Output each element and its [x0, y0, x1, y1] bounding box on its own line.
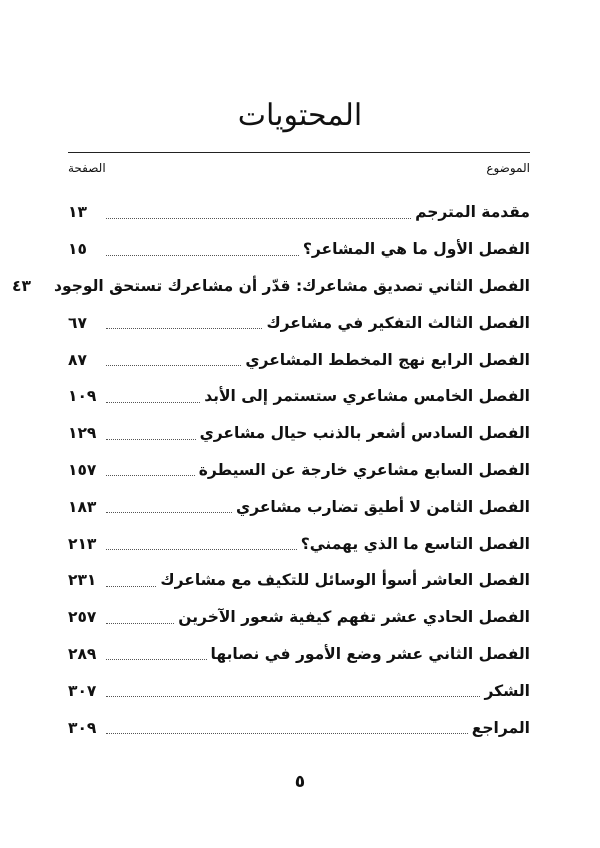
toc-entry-title: الفصل التاسع ما الذي يهمني؟ [300, 534, 530, 553]
toc-entry-title: المراجع [471, 718, 530, 737]
toc-entry-title: الفصل الثاني عشر وضع الأمور في نصابها [210, 644, 530, 663]
toc-entry-title: الشكر [484, 681, 530, 700]
toc-entry-page: ١٨٣ [68, 497, 97, 516]
toc-entry-page: ١٥ [68, 240, 87, 259]
dot-leader [106, 218, 411, 219]
dot-leader [106, 586, 156, 587]
dot-leader [106, 696, 480, 697]
toc-entry-page: ٢٨٩ [68, 644, 97, 663]
dot-leader [106, 549, 297, 550]
toc-entry[interactable] [68, 636, 530, 673]
dot-leader [106, 402, 200, 403]
toc-entry[interactable] [68, 194, 530, 231]
toc-entry-page: ٦٧ [68, 313, 87, 332]
toc-entry[interactable] [68, 415, 530, 452]
dot-leader [106, 439, 196, 440]
dot-leader [106, 659, 207, 660]
page-title: المحتويات [237, 98, 363, 133]
toc-entry-title: الفصل السادس أشعر بالذنب حيال مشاعري [199, 424, 530, 443]
toc-entry-title: الفصل العاشر أسوأ الوسائل للتكيف مع مشاعرك [160, 571, 530, 590]
dot-leader [106, 475, 195, 476]
toc-entry[interactable] [68, 525, 530, 562]
toc-entry-page: ٤٣ [12, 276, 31, 295]
dot-leader [106, 623, 174, 624]
page-number: ٥ [294, 772, 306, 792]
toc-entry-title: الفصل السابع مشاعري خارجة عن السيطرة [198, 460, 530, 479]
toc-entry-title: مقدمة المترجم [415, 203, 530, 222]
toc-entry-title: الفصل الأول ما هي المشاعر؟ [302, 240, 530, 259]
toc-entry[interactable] [68, 341, 530, 378]
toc-entry-page: ٣٠٩ [68, 718, 97, 737]
toc-entry[interactable] [68, 672, 530, 709]
header-divider [68, 152, 530, 153]
toc-entry-page: ٢٥٧ [68, 608, 97, 627]
toc-entry[interactable] [68, 304, 530, 341]
toc-entry[interactable] [68, 562, 530, 599]
toc-entry-page: ٢١٣ [68, 534, 97, 553]
toc-entry[interactable] [68, 488, 530, 525]
table-of-contents [12, 194, 530, 746]
toc-entry[interactable] [68, 378, 530, 415]
toc-entry[interactable] [68, 599, 530, 636]
dot-leader [106, 255, 299, 256]
dot-leader [106, 328, 262, 329]
toc-entry[interactable] [68, 709, 530, 746]
toc-entry-title: الفصل الحادي عشر تفهم كيفية شعور الآخرين [178, 608, 530, 627]
toc-entry-page: ١٠٩ [68, 387, 97, 406]
toc-header [68, 158, 530, 178]
dot-leader [106, 512, 232, 513]
toc-entry-page: ١٥٧ [68, 460, 97, 479]
toc-entry-page: ٢٣١ [68, 571, 97, 590]
toc-entry-title: الفصل الثالث التفكير في مشاعرك [266, 313, 530, 332]
topic-column-label: الموضوع [486, 161, 530, 175]
toc-entry-title: الفصل الخامس مشاعري ستستمر إلى الأبد [204, 387, 530, 406]
page-column-label: الصفحة [68, 161, 106, 175]
toc-entry-page: ١٢٩ [68, 424, 97, 443]
toc-entry-title: الفصل الثامن لا أطيق تضارب مشاعري [236, 497, 530, 516]
toc-entry-page: ١٣ [68, 203, 87, 222]
toc-entry-page: ٣٠٧ [68, 681, 97, 700]
toc-entry[interactable] [12, 268, 530, 305]
toc-entry-page: ٨٧ [68, 350, 87, 369]
toc-entry[interactable] [68, 452, 530, 489]
dot-leader [106, 365, 241, 366]
dot-leader [106, 733, 468, 734]
toc-entry-title: الفصل الرابع نهج المخطط المشاعري [245, 350, 530, 369]
toc-entry-title: الفصل الثاني تصديق مشاعرك: قدّر أن مشاعرك تستحق الوجود [54, 276, 530, 295]
toc-entry[interactable] [68, 231, 530, 268]
